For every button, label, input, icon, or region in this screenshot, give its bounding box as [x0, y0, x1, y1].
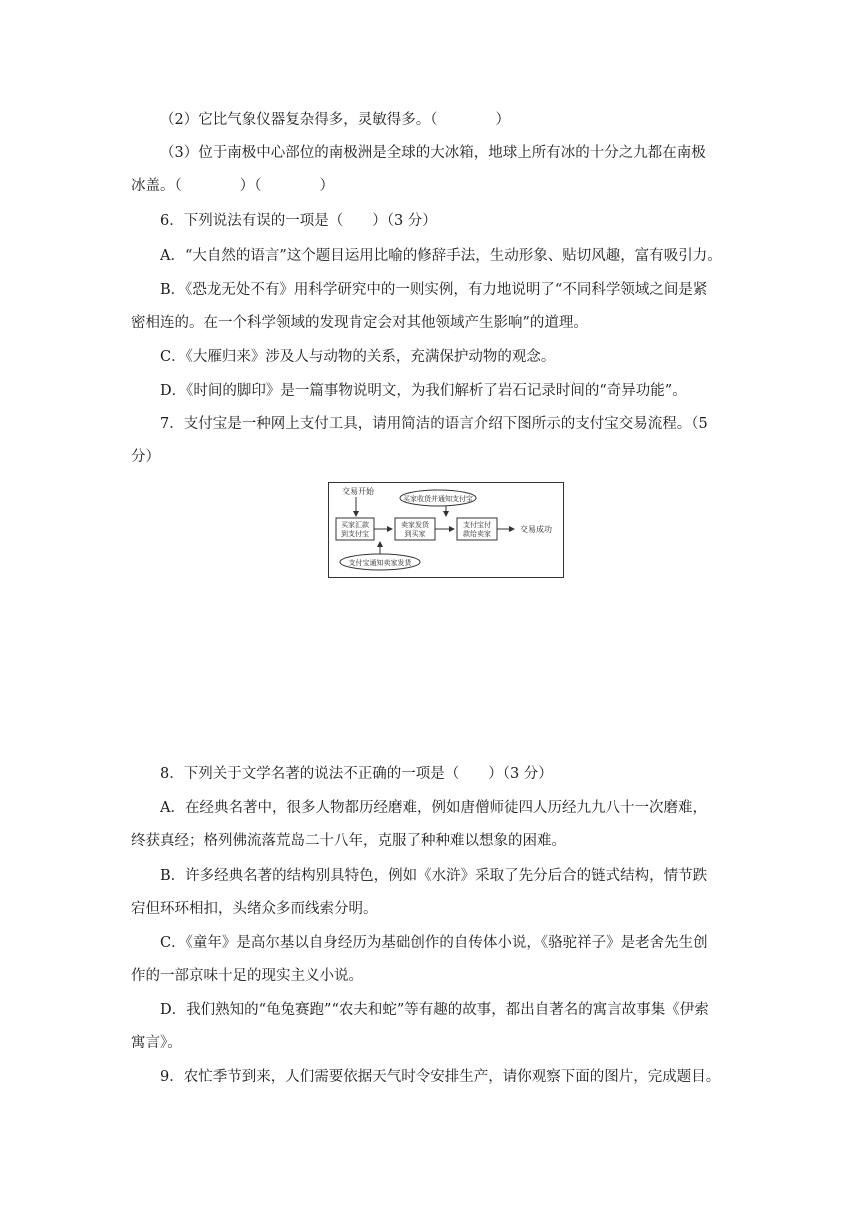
q8-option-b-line-2: 宕但环环相扣，头绪众多而线索分明。 — [131, 901, 378, 917]
q8-option-c-line-1: C．《童年》是高尔基以自身经历为基础创作的自传体小说，《骆驼祥子》是老舍先生创 — [160, 935, 708, 951]
q8-option-d-line-1: D．我们熟知的“龟兔赛跑”“农夫和蛇”等有趣的故事，都出自著名的寓言故事集《伊索 — [160, 1002, 709, 1018]
flow-step-1-label-1: 买家汇款 — [341, 521, 369, 529]
q6-option-b-line-2: 密相连的。在一个科学领域的发现肯定会对其他领域产生影响”的道理。 — [131, 315, 588, 331]
q5-item-2: （2）它比气象仪器复杂得多，灵敏得多。（ ） — [160, 112, 510, 128]
q9-stem: 9．农忙季节到来，人们需要依据天气时令安排生产，请你观察下面的图片，完成题目。 — [160, 1069, 721, 1085]
q6-stem: 6．下列说法有误的一项是（ ）（3 分） — [160, 213, 437, 229]
q6-option-a: A．“大自然的语言”这个题目运用比喻的修辞手法，生动形象、贴切风趣，富有吸引力。 — [160, 248, 722, 264]
flow-step-2-label-1: 卖家发货 — [401, 521, 429, 529]
flow-notify-seller-label: 支付宝通知卖家发货 — [348, 559, 412, 567]
q8-stem: 8．下列关于文学名著的说法不正确的一项是（ ）（3 分） — [160, 766, 553, 782]
q8-option-a-line-1: A．在经典名著中，很多人物都历经磨难，例如唐僧师徒四人历经九九八十一次磨难， — [160, 800, 707, 816]
flow-step-1-label-2: 到支付宝 — [341, 530, 369, 538]
q6-option-b-line-1: B．《恐龙无处不有》用科学研究中的一则实例，有力地说明了“不同科学领域之间是紧 — [160, 282, 708, 298]
flow-buyer-confirm-label: 买家收货并通知支付宝 — [403, 495, 473, 503]
flow-end-label: 交易成功 — [520, 525, 552, 534]
alipay-flow-diagram — [328, 482, 564, 578]
q5-item-3-line-1: （3）位于南极中心部位的南极洲是全球的大冰箱，地球上所有冰的十分之九都在南极 — [160, 145, 706, 161]
q8-option-c-line-2: 作的一部京味十足的现实主义小说。 — [131, 968, 363, 984]
q6-option-d: D．《时间的脚印》是一篇事物说明文，为我们解析了岩石记录时间的“奇异功能”。 — [160, 383, 687, 399]
flow-step-3-label-1: 支付宝付 — [463, 521, 491, 529]
q5-item-3-line-2: 冰盖。（ ）（ ） — [131, 178, 334, 194]
flow-step-3-label-2: 款给卖家 — [463, 530, 491, 538]
q7-stem-line-2: 分） — [131, 449, 160, 465]
flow-start-label: 交易开始 — [342, 487, 374, 496]
q8-option-d-line-2: 寓言》。 — [131, 1035, 182, 1051]
q7-stem-line-1: 7．支付宝是一种网上支付工具，请用简洁的语言介绍下图所示的支付宝交易流程。（5 — [160, 416, 708, 432]
q6-option-c: C．《大雁归来》涉及人与动物的关系，充满保护动物的观念。 — [160, 349, 556, 365]
q8-option-b-line-1: B．许多经典名著的结构别具特色，例如《水浒》采取了先分后合的链式结构，情节跌 — [160, 868, 708, 884]
flow-step-2-label-2: 到买家 — [404, 530, 426, 538]
q8-option-a-line-2: 终获真经；格列佛流落荒岛二十八年，克服了种种难以想象的困难。 — [131, 833, 566, 849]
